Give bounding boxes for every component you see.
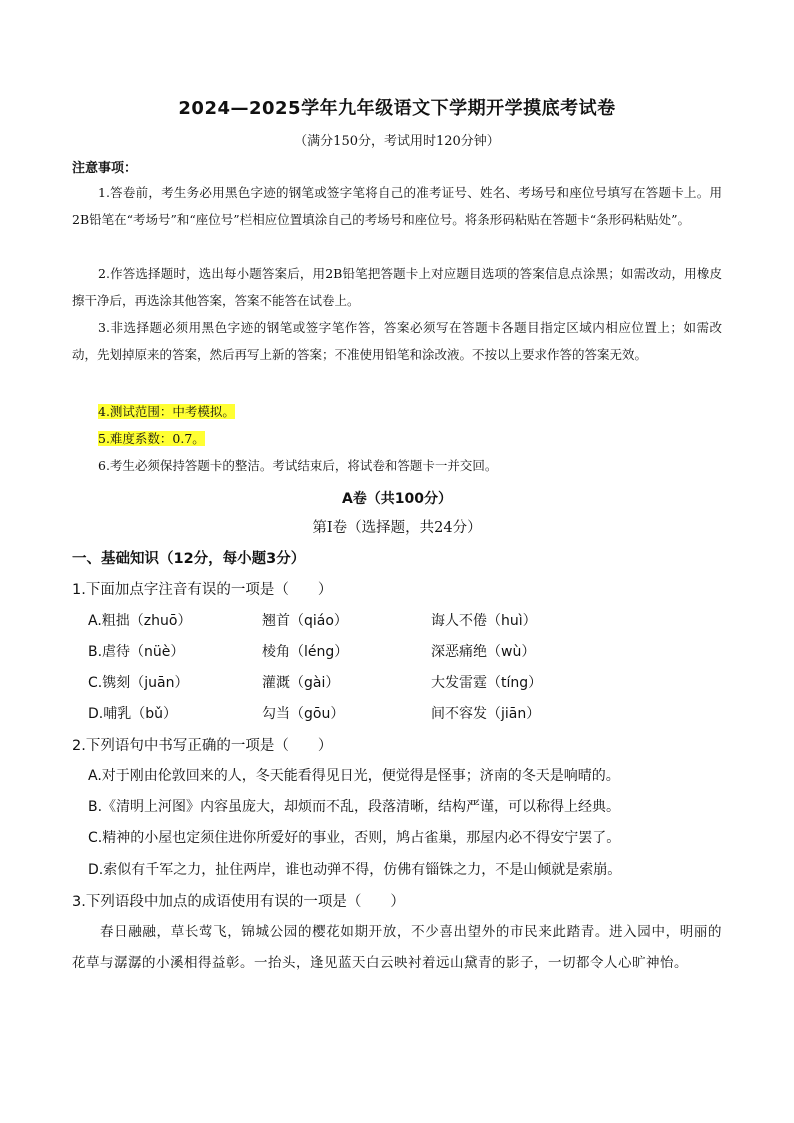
question-2-option-a: A.对于刚由伦敦回来的人，冬天能看得见日光，便觉得是怪事；济南的冬天是响晴的。 (88, 768, 620, 784)
option-c-word-1: C.镌刻（juān） (88, 675, 189, 691)
option-c-word-2: 灌溉（gài） (262, 675, 340, 691)
option-d-word-2: 勾当（gōu） (262, 706, 345, 722)
option-d-word-3: 间不容发（jiān） (431, 706, 541, 722)
question-1-option-row (88, 703, 728, 727)
section-a-heading: A卷（共100分） (341, 491, 453, 507)
option-a-word-1: A.粗拙（zhuō） (88, 613, 192, 629)
part-1-heading: 一、基础知识（12分，每小题3分） (72, 551, 306, 567)
option-c-word-3: 大发雷霆（tíng） (431, 675, 543, 691)
notice-item-4-highlight: 4.测试范围：中考模拟。 (98, 404, 235, 419)
question-2-stem: 2.下列语句中书写正确的一项是（ ） (72, 738, 333, 754)
question-1-stem: 1.下面加点字注音有误的一项是（ ） (72, 582, 333, 598)
question-2-option-b: B.《清明上河图》内容虽庞大，却烦而不乱，段落清晰，结构严谨，可以称得上经典。 (88, 799, 621, 815)
option-b-word-1: B.虐待（nüè） (88, 644, 185, 660)
option-d-word-1: D.哺乳（bǔ） (88, 706, 177, 722)
question-2-option-c: C.精神的小屋也定须住进你所爱好的事业，否则，鸠占雀巢，那屋内必不得安宁罢了。 (88, 830, 621, 846)
question-2-option-d: D.索似有千军之力，扯住两岸，谁也动弹不得，仿佛有锱铢之力，不是山倾就是索崩。 (88, 862, 622, 878)
option-a-word-3: 诲人不倦（huì） (431, 613, 537, 629)
option-b-word-3: 深恶痛绝（wù） (431, 644, 536, 660)
question-3-stem: 3.下列语段中加点的成语使用有误的一项是（ ） (72, 894, 405, 910)
notice-item-2: 2.作答选择题时，选出每小题答案后，用2B铅笔把答题卡上对应题目选项的答案信息点涂黑；如需改动，用橡皮擦干净后，再选涂其他答案，答案不能答在试卷上。 (72, 266, 722, 308)
section-1-heading: 第Ⅰ卷（选择题，共24分） (312, 520, 482, 536)
exam-subtitle: （满分150分，考试用时120分钟） (294, 134, 500, 149)
question-3-passage: 春日融融，草长莺飞，锦城公园的樱花如期开放，不少喜出望外的市民来此踏青。进入园中，明丽的花草与潺潺的小溪相得益彰。一抬头，逢见蓝天白云映衬着远山黛青的影子，一切都令人心旷神怡。 (72, 924, 722, 971)
question-1-option-row (88, 641, 728, 665)
notice-item-3: 3.非选择题必须用黑色字迹的钢笔或签字笔作答，答案必须写在答题卡各题目指定区域内相应位置上；如需改动，先划掉原来的答案，然后再写上新的答案；不准使用铅笔和涂改液。不按以上要求作答的答案无效。 (72, 320, 722, 362)
notice-heading: 注意事项： (72, 161, 138, 176)
notice-item-6: 6.考生必须保持答题卡的整洁。考试结束后，将试卷和答题卡一并交回。 (98, 458, 498, 473)
exam-title: 2024—2025学年九年级语文下学期开学摸底考试卷 (178, 98, 616, 119)
option-a-word-2: 翘首（qiáo） (262, 613, 348, 629)
notice-item-5-highlight: 5.难度系数：0.7。 (98, 431, 205, 446)
notice-item-1: 1.答卷前，考生务必用黑色字迹的钢笔或签字笔将自己的准考证号、姓名、考场号和座位号填写在答题卡上。用2B铅笔在“考场号”和“座位号”栏相应位置填涂自己的考场号和座位号。将条形码粘贴在答题卡“条形码粘贴处”。 (72, 185, 722, 227)
option-b-word-2: 棱角（léng） (262, 644, 349, 660)
question-1-option-row (88, 672, 728, 696)
question-1-option-row (88, 610, 728, 634)
